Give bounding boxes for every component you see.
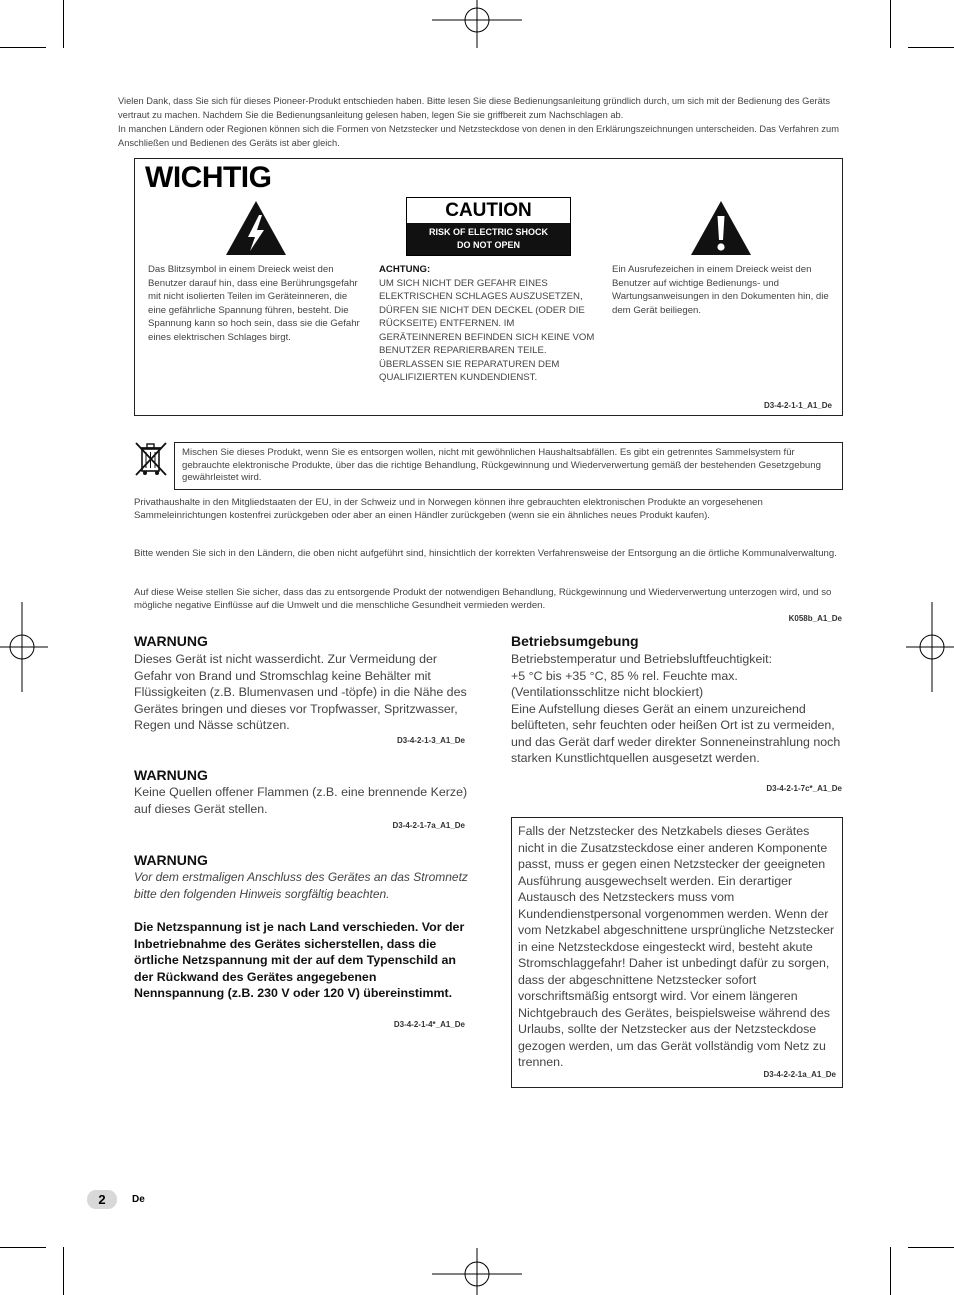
warnung-3-code: D3-4-2-1-4*_A1_De [393,1020,465,1029]
crop-mark [890,0,891,48]
weee-box [174,442,843,490]
betrieb-code: D3-4-2-1-7c*_A1_De [766,784,842,793]
warnung-3-italic: Vor dem erstmaligen Anschluss des Gerätes an das Stromnetz bitte den folgenden Hinweis sorgfältig beachten. [134,870,468,901]
crop-mark [908,1247,954,1248]
caution-sub-line-2: DO NOT OPEN [456,240,520,250]
mains-code: D3-4-2-2-1a_A1_De [763,1070,836,1079]
crop-mark [890,1247,891,1295]
caution-title: CAUTION [445,200,532,221]
intro-line-1: Vielen Dank, dass Sie sich für dieses Pioneer-Produkt entschieden haben. Bitte lesen Sie diese Bedienungsanleitung gründlich durch, um sich mit der Bedienung des Geräts vertraut zu machen. Nachdem Sie die Bedienungsanleitung gelesen haben, legen Sie sie griffbereit zum Nachschlagen ab. [118,96,830,120]
crop-mark [63,1247,64,1295]
wichtig-box [134,158,843,416]
crop-mark [0,47,46,48]
achtung-block [379,263,599,385]
betrieb-text: Eine Aufstellung dieses Gerät an einem unzureichend belüfteten, sehr feuchten oder heißen Ort ist zu vermeiden, und das Gerät darf weder direkter Sonneneinstrahlung noch starken Kunstlichtquellen ausgesetzt werden. [511,701,841,765]
weee-paragraph-2: Bitte wenden Sie sich in den Ländern, die oben nicht aufgeführt sind, hinsichtlich der korrekten Verfahrensweise der Entsorgung an die örtliche Kommunalverwaltung. [134,548,837,559]
page-number: 2 [87,1190,117,1209]
caution-sub-line-1: RISK OF ELECTRIC SHOCK [428,227,548,237]
weee-paragraph-3: Auf diese Weise stellen Sie sicher, dass das zu entsorgende Produkt der notwendigen Behandlung, Rückgewinnung und Wiederverwertung unterzogen wird, und so mögliche negative Einflüsse auf die Umwelt und die menschliche Gesundheit vermieden werden. [134,587,832,611]
weee-box-text: Mischen Sie dieses Produkt, wenn Sie es entsorgen wollen, nicht mit gewöhnlichen Haushaltsabfällen. Es gibt ein getrenntes Sammelsystem für gebrauchte elektronische Produkte, über das die richtige Behandlung, Rückgewinnung und Wiederverwertung gemäß der bestehenden Gesetzgebung gewährleistet wird. [182,447,821,483]
exclamation-explanation: Ein Ausrufezeichen in einem Dreieck weist den Benutzer auf wichtige Bedienungs- und Wartungsanweisungen in den Dokumenten hin, die dem Gerät beiliegen. [612,264,829,316]
warnung-2-text: Keine Quellen offener Flammen (z.B. eine brennende Kerze) auf dieses Gerät stellen. [134,785,468,816]
registration-mark-top [432,0,522,48]
intro-text [118,94,860,150]
intro-line-2: In manchen Ländern oder Regionen können sich die Formen von Netzstecker und Netzsteckdose von denen in den Erklärungszeichnungen unterscheiden. Das Verfahren zum Anschließen und Bedienen des Geräts ist aber gleich. [118,124,839,148]
mains-text: Falls der Netzstecker des Netzkabels dieses Gerätes nicht in die Zusatzsteckdose einer anderen Komponente passt, muss er gegen einen Netzstecker der geeigneten Ausführung ausgewechselt werden. Ein derartiger Austausch des Netzsteckers muss vom Kundendienstpersonal vorgenommen werden. Wenn der vom Netzkabel abgeschnittene ursprüngliche Netzstecker in eine Netzsteckdose eingesteckt wird, besteht akute Stromschlaggefahr! Daher ist unbedingt dafür zu sorgen, dass der abgeschnittene Netzstecker sofort vorschriftsmäßig entsorgt wird. Vor einem längeren Nichtgebrauch des Gerätes, beispielsweise während des Urlaubs, sollte der Netzstecker aus der Netzsteckdose gezogen werden, um das Gerät vollständig vom Netz zu trennen. [518,824,835,1069]
warnung-1-text: Dieses Gerät ist nicht wasserdicht. Zur Vermeidung der Gefahr von Brand und Stromschlag keine Behälter mit Flüssigkeiten (z.B. Blumenvasen und -töpfe) in die Nähe des Gerätes bringen und dieses vor Tropfwasser, Spritzwasser, Regen und Nässe schützen. [134,652,467,732]
warnung-3-bold: Die Netzspannung ist je nach Land verschieden. Vor der Inbetriebnahme des Gerätes sicherstellen, dass die örtliche Netzspannung mit der auf dem Typenschild an der Rückwand des Gerätes angegebenen Nennspannung (z.B. 230 V oder 120 V) übereinstimmt. [134,920,465,1000]
weee-paragraph-1: Privathaushalte in den Mitgliedstaaten der EU, in der Schweiz und in Norwegen können ihre gebrauchten elektronischen Produkte an vorgesehenen Sammeleinrichtungen kostenfrei zurückgeben oder aber an einen Händler zurückgeben (wenn sie ein ähnliches neues Produkt kaufen). [134,497,763,521]
crop-mark [63,0,64,48]
caution-badge [406,197,571,256]
mains-plug-box [511,817,843,1088]
lightning-triangle-icon [224,199,288,257]
crop-mark [0,1247,46,1248]
warnung-2-heading: WARNUNG [134,767,208,783]
warnung-1-code: D3-4-2-1-3_A1_De [396,736,465,745]
registration-mark-bottom [432,1248,522,1295]
weee-code: K058b_A1_De [788,614,842,623]
wichtig-code: D3-4-2-1-1_A1_De [763,401,832,410]
achtung-text: UM SICH NICHT DER GEFAHR EINES ELEKTRISCHEN SCHLAGES AUSZUSETZEN, DÜRFEN SIE NICHT DEN DECKEL (ODER DIE RÜCKSEITE) ENTFERNEN. IM GERÄTEINNEREN BEFINDEN SICH KEINE VOM BENUTZER REPARIERBAREN TEILE. ÜBERLASSEN SIE REPARATUREN DEM QUALIFIZIERTEN KUNDENDIENST. [379,277,595,383]
crossed-bin-icon [134,440,168,476]
caution-subtitle [407,223,570,255]
wichtig-title: WICHTIG [145,161,272,194]
betrieb-line-2: +5 °C bis +35 °C, 85 % rel. Feuchte max. [511,668,738,683]
betrieb-block [511,651,846,767]
registration-mark-left [0,602,48,692]
betrieb-line-1: Betriebstemperatur und Betriebsluftfeuchtigkeit: [511,652,773,666]
warnung-2-code: D3-4-2-1-7a_A1_De [392,821,465,830]
warnung-3-heading: WARNUNG [134,852,208,868]
crop-mark [908,47,954,48]
page-language: De [132,1194,145,1205]
exclamation-triangle-icon [689,199,753,257]
betrieb-heading: Betriebsumgebung [511,633,639,649]
warnung-1-heading: WARNUNG [134,633,208,649]
betrieb-line-3: (Ventilationsschlitze nicht blockiert) [511,685,704,699]
registration-mark-right [906,602,954,692]
achtung-heading: ACHTUNG: [379,264,431,275]
lightning-explanation: Das Blitzsymbol in einem Dreieck weist den Benutzer darauf hin, dass eine Berührungsgefahr mit nicht isolierten Teilen im Geräteinneren, die eine gefährliche Spannung führen, besteht. Die Spannung kann so hoch sein, dass sie die Gefahr eines elektrischen Schlages birgt. [148,264,360,343]
